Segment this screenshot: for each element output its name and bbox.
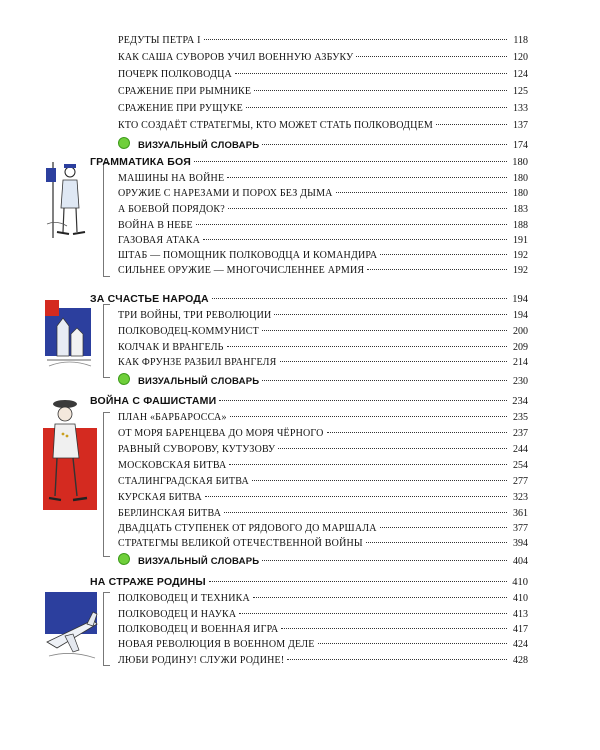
toc-entry-title: РАВНЫЙ СУВОРОВУ, КУТУЗОВУ — [118, 444, 276, 455]
leader-dots — [281, 628, 507, 629]
leader-dots — [209, 581, 507, 582]
section-bracket — [103, 304, 110, 378]
toc-entry-page: 180 — [513, 188, 528, 199]
section-page: 180 — [512, 157, 528, 168]
toc-entry-page: 125 — [513, 86, 528, 97]
section-heading[interactable] — [90, 576, 528, 589]
toc-entry-page: 194 — [513, 310, 528, 321]
toc-entry[interactable] — [118, 507, 528, 520]
toc-entry[interactable] — [118, 325, 528, 338]
toc-entry-title: ПОЛКОВОДЕЦ И ВОЕННАЯ ИГРА — [118, 624, 279, 635]
marshal-illustration-icon — [43, 398, 99, 516]
toc-entry[interactable] — [118, 309, 528, 322]
leader-dots — [204, 39, 507, 40]
leader-dots — [219, 400, 507, 401]
leader-dots — [366, 542, 507, 543]
leader-dots — [262, 330, 507, 331]
toc-entry-page: 180 — [513, 173, 528, 184]
toc-entry[interactable] — [118, 119, 528, 132]
toc-entry-page: 209 — [513, 342, 528, 353]
kremlin-illustration-icon — [43, 300, 95, 370]
toc-entry-title: ВИЗУАЛЬНЫЙ СЛОВАРЬ — [138, 140, 260, 151]
toc-entry-page: 188 — [513, 220, 528, 231]
toc-entry-page: 174 — [513, 140, 528, 151]
leader-dots — [436, 124, 507, 125]
toc-entry-title: МАШИНЫ НА ВОЙНЕ — [118, 173, 225, 184]
leader-dots — [380, 254, 507, 255]
section-heading[interactable] — [90, 395, 528, 408]
leader-dots — [224, 512, 507, 513]
leader-dots — [205, 496, 507, 497]
toc-entry-page: 191 — [513, 235, 528, 246]
toc-entry-page: 323 — [513, 492, 528, 503]
leader-dots — [194, 161, 507, 162]
leader-dots — [252, 480, 507, 481]
toc-entry-page: 254 — [513, 460, 528, 471]
toc-entry-title: ПОЛКОВОДЕЦ И НАУКА — [118, 609, 237, 620]
leader-dots — [280, 361, 507, 362]
toc-entry-title: МОСКОВСКАЯ БИТВА — [118, 460, 227, 471]
toc-entry-title: НОВАЯ РЕВОЛЮЦИЯ В ВОЕННОМ ДЕЛЕ — [118, 639, 315, 650]
leader-dots — [228, 208, 507, 209]
leader-dots — [212, 298, 507, 299]
toc-entry-title: ГАЗОВАЯ АТАКА — [118, 235, 200, 246]
toc-entry-page: 394 — [513, 538, 528, 549]
toc-entry-title: РЕДУТЫ ПЕТРА I — [118, 35, 201, 46]
toc-entry-title: КАК САША СУВОРОВ УЧИЛ ВОЕННУЮ АЗБУКУ — [118, 52, 354, 63]
toc-entry[interactable] — [118, 172, 528, 185]
section-bracket — [103, 592, 110, 666]
toc-entry-title: ПОЧЕРК ПОЛКОВОДЦА — [118, 69, 232, 80]
toc-entry[interactable] — [118, 219, 528, 232]
toc-entry-visual-dictionary[interactable] — [118, 136, 528, 149]
toc-entry-page: 120 — [513, 52, 528, 63]
toc-entry-title: ПОЛКОВОДЕЦ И ТЕХНИКА — [118, 593, 250, 604]
section-heading[interactable] — [90, 156, 528, 169]
toc-entry[interactable] — [118, 475, 528, 488]
toc-entry-title: СТРАТЕГМЫ ВЕЛИКОЙ ОТЕЧЕСТВЕННОЙ ВОЙНЫ — [118, 538, 363, 549]
leader-dots — [229, 464, 507, 465]
leader-dots — [278, 448, 507, 449]
toc-entry-title: ТРИ ВОЙНЫ, ТРИ РЕВОЛЮЦИИ — [118, 310, 272, 321]
toc-entry-page: 237 — [513, 428, 528, 439]
toc-entry-page: 200 — [513, 326, 528, 337]
toc-entry[interactable] — [118, 187, 528, 200]
section-title: ВОЙНА С ФАШИСТАМИ — [90, 395, 217, 407]
toc-entry-page: 133 — [513, 103, 528, 114]
toc-entry[interactable] — [118, 51, 528, 64]
toc-entry-title: СИЛЬНЕЕ ОРУЖИЕ — МНОГОЧИСЛЕННЕЕ АРМИЯ — [118, 265, 365, 276]
toc-entry-title: ВИЗУАЛЬНЫЙ СЛОВАРЬ — [138, 556, 260, 567]
toc-entry[interactable] — [118, 356, 528, 369]
leader-dots — [336, 192, 507, 193]
section-bracket — [103, 412, 110, 557]
toc-entry-page: 118 — [513, 35, 528, 46]
toc-entry-page: 183 — [513, 204, 528, 215]
toc-entry-page: 214 — [513, 357, 528, 368]
leader-dots — [318, 643, 507, 644]
section-page: 234 — [512, 396, 528, 407]
toc-entry-title: БЕРЛИНСКАЯ БИТВА — [118, 508, 222, 519]
toc-entry[interactable] — [118, 411, 528, 424]
section-title: НА СТРАЖЕ РОДИНЫ — [90, 576, 206, 588]
toc-entry-title: СРАЖЕНИЕ ПРИ РЫМНИКЕ — [118, 86, 252, 97]
section-page: 194 — [512, 294, 528, 305]
toc-entry-page: 235 — [513, 412, 528, 423]
green-bullet-icon — [118, 373, 130, 385]
toc-entry[interactable] — [118, 102, 528, 115]
toc-entry-title: СТАЛИНГРАДСКАЯ БИТВА — [118, 476, 249, 487]
leader-dots — [262, 560, 507, 561]
toc-entry-title: КТО СОЗДАЁТ СТРАТЕГМЫ, КТО МОЖЕТ СТАТЬ ПОЛКОВОДЦЕМ — [118, 120, 433, 131]
green-bullet-icon — [118, 553, 130, 565]
toc-entry-page: 377 — [513, 523, 528, 534]
toc-entry-page: 124 — [513, 69, 528, 80]
leader-dots — [380, 527, 507, 528]
toc-entry[interactable] — [118, 249, 528, 262]
toc-entry[interactable] — [118, 34, 528, 47]
toc-entry-page: 244 — [513, 444, 528, 455]
toc-entry[interactable] — [118, 203, 528, 216]
toc-entry-title: СРАЖЕНИЕ ПРИ РУЩУКЕ — [118, 103, 243, 114]
section-heading[interactable] — [90, 293, 528, 306]
toc-entry-title: ЛЮБИ РОДИНУ! СЛУЖИ РОДИНЕ! — [118, 655, 285, 666]
toc-entry[interactable] — [118, 623, 528, 636]
toc-entry[interactable] — [118, 638, 528, 651]
leader-dots — [253, 597, 507, 598]
soldier-illustration-icon — [43, 158, 89, 240]
toc-entry[interactable] — [118, 234, 528, 247]
toc-entry-title: ВОЙНА В НЕБЕ — [118, 220, 193, 231]
toc-entry-title: А БОЕВОЙ ПОРЯДОК? — [118, 204, 225, 215]
toc-entry[interactable] — [118, 264, 528, 277]
toc-entry-page: 192 — [513, 250, 528, 261]
toc-entry-title: ОТ МОРЯ БАРЕНЦЕВА ДО МОРЯ ЧЁРНОГО — [118, 428, 324, 439]
toc-entry[interactable] — [118, 459, 528, 472]
toc-entry[interactable] — [118, 522, 528, 535]
leader-dots — [246, 107, 507, 108]
leader-dots — [274, 314, 507, 315]
green-bullet-icon — [118, 137, 130, 149]
leader-dots — [196, 224, 507, 225]
toc-entry-page: 192 — [513, 265, 528, 276]
toc-entry[interactable] — [118, 654, 528, 667]
toc-entry-title: ПЛАН «БАРБАРОССА» — [118, 412, 227, 423]
toc-entry[interactable] — [118, 491, 528, 504]
section-bracket — [103, 163, 110, 277]
jet-illustration-icon — [43, 590, 101, 666]
leader-dots — [367, 269, 507, 270]
leader-dots — [287, 659, 507, 660]
leader-dots — [262, 380, 507, 381]
toc-entry-page: 361 — [513, 508, 528, 519]
toc-entry[interactable] — [118, 537, 528, 550]
toc-entry-page: 417 — [513, 624, 528, 635]
toc-entry-title: КУРСКАЯ БИТВА — [118, 492, 202, 503]
toc-entry-title: ОРУЖИЕ С НАРЕЗАМИ И ПОРОХ БЕЗ ДЫМА — [118, 188, 333, 199]
toc-entry-title: ВИЗУАЛЬНЫЙ СЛОВАРЬ — [138, 376, 260, 387]
section-page: 410 — [512, 577, 528, 588]
leader-dots — [227, 346, 507, 347]
toc-entry[interactable] — [118, 608, 528, 621]
leader-dots — [356, 56, 507, 57]
toc-entry-title: ПОЛКОВОДЕЦ-КОММУНИСТ — [118, 326, 259, 337]
toc-entry-page: 137 — [513, 120, 528, 131]
toc-entry-page: 428 — [513, 655, 528, 666]
toc-entry[interactable] — [118, 427, 528, 440]
section-title: ГРАММАТИКА БОЯ — [90, 156, 191, 168]
toc-entry[interactable] — [118, 68, 528, 81]
toc-entry-page: 277 — [513, 476, 528, 487]
leader-dots — [235, 73, 507, 74]
toc-entry-page: 413 — [513, 609, 528, 620]
toc-entry[interactable] — [118, 85, 528, 98]
leader-dots — [262, 144, 507, 145]
leader-dots — [239, 613, 507, 614]
leader-dots — [254, 90, 507, 91]
section-title: ЗА СЧАСТЬЕ НАРОДА — [90, 293, 209, 305]
toc-entry-page: 424 — [513, 639, 528, 650]
toc-entry[interactable] — [118, 341, 528, 354]
toc-entry-title: КОЛЧАК И ВРАНГЕЛЬ — [118, 342, 224, 353]
toc-entry-title: ШТАБ — ПОМОЩНИК ПОЛКОВОДЦА И КОМАНДИРА — [118, 250, 378, 261]
toc-entry[interactable] — [118, 443, 528, 456]
toc-entry-title: КАК ФРУНЗЕ РАЗБИЛ ВРАНГЕЛЯ — [118, 357, 277, 368]
toc-entry-page: 230 — [513, 376, 528, 387]
toc-entry[interactable] — [118, 592, 528, 605]
toc-entry-visual-dictionary[interactable] — [118, 372, 528, 385]
leader-dots — [227, 177, 507, 178]
leader-dots — [327, 432, 507, 433]
leader-dots — [203, 239, 507, 240]
toc-entry-page: 404 — [513, 556, 528, 567]
toc-entry-page: 410 — [513, 593, 528, 604]
leader-dots — [230, 416, 507, 417]
toc-entry-title: ДВАДЦАТЬ СТУПЕНЕК ОТ РЯДОВОГО ДО МАРШАЛА — [118, 523, 377, 534]
toc-entry-visual-dictionary[interactable] — [118, 552, 528, 565]
